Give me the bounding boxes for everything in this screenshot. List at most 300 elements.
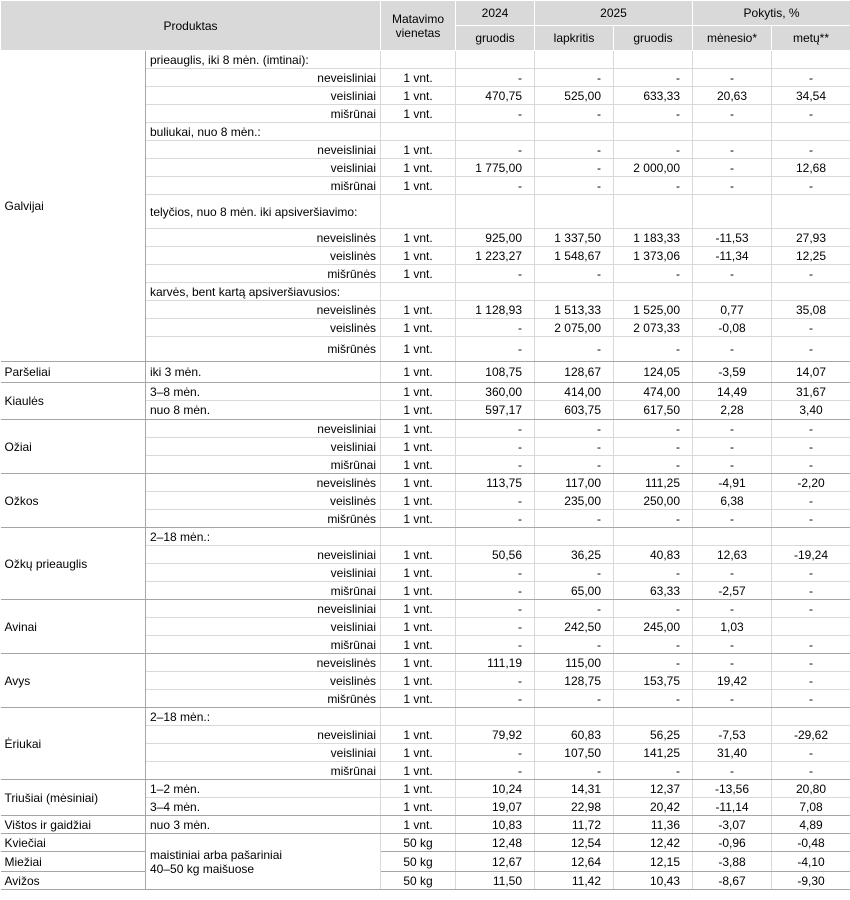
value-2025-lapkritis: 22,98	[535, 798, 614, 816]
value-2025-lapkritis: -	[535, 105, 614, 123]
value-2025-gruodis: 633,33	[614, 87, 693, 105]
row-label: neveisliniai	[146, 546, 381, 564]
value-2025-lapkritis: 36,25	[535, 546, 614, 564]
change-monthly: -2,57	[693, 582, 772, 600]
value-2025-gruodis: 63,33	[614, 582, 693, 600]
value-2024-gruodis: 1 223,27	[456, 247, 535, 265]
row-unit: 1 vnt.	[381, 798, 456, 816]
value-2025-gruodis: -	[614, 177, 693, 195]
value-2025-gruodis	[614, 123, 693, 141]
value-2025-gruodis: -	[614, 690, 693, 708]
table-row	[1, 872, 850, 890]
value-2024-gruodis: -	[456, 69, 535, 87]
change-yearly	[772, 708, 850, 726]
change-monthly: 1,03	[693, 618, 772, 636]
value-2025-lapkritis: 128,75	[535, 672, 614, 690]
change-yearly	[772, 528, 850, 546]
value-2025-gruodis: -	[614, 564, 693, 582]
value-2025-lapkritis: -	[535, 510, 614, 528]
row-label: 3–4 mėn.	[146, 798, 381, 816]
change-monthly: -	[693, 690, 772, 708]
change-monthly: -7,53	[693, 726, 772, 744]
change-monthly: -11,14	[693, 798, 772, 816]
value-2024-gruodis	[456, 195, 535, 229]
change-yearly	[772, 618, 850, 636]
row-unit: 1 vnt.	[381, 229, 456, 247]
grain-name: Kviečiai	[1, 834, 146, 852]
value-2025-gruodis: -	[614, 337, 693, 362]
change-monthly: -3,07	[693, 816, 772, 834]
value-2024-gruodis: -	[456, 618, 535, 636]
value-2025-lapkritis: 414,00	[535, 383, 614, 401]
row-unit: 1 vnt.	[381, 177, 456, 195]
value-2025-gruodis: 1 525,00	[614, 301, 693, 319]
value-2025-lapkritis: -	[535, 762, 614, 780]
header-change-yearly: metų**	[772, 26, 850, 51]
change-yearly: -	[772, 337, 850, 362]
value-2025-lapkritis: -	[535, 690, 614, 708]
change-monthly: -	[693, 600, 772, 618]
value-2025-lapkritis: -	[535, 438, 614, 456]
value-2025-gruodis: 1 373,06	[614, 247, 693, 265]
value-2025-lapkritis	[535, 528, 614, 546]
change-monthly	[693, 123, 772, 141]
row-label: neveisliniai	[146, 600, 381, 618]
header-unit-line2: vienetas	[395, 25, 441, 40]
table-row	[1, 383, 850, 401]
change-monthly: -	[693, 456, 772, 474]
change-monthly: -11,34	[693, 247, 772, 265]
change-yearly: -	[772, 438, 850, 456]
value-2025-lapkritis: -	[535, 600, 614, 618]
row-label: karvės, bent kartą apsiveršiavusios:	[146, 283, 381, 301]
value-2025-lapkritis	[535, 51, 614, 69]
value-2024-gruodis: -	[456, 744, 535, 762]
change-monthly: 2,28	[693, 401, 772, 420]
value-2025-gruodis: 1 183,33	[614, 229, 693, 247]
value-2025-lapkritis: 107,50	[535, 744, 614, 762]
row-label: buliukai, nuo 8 mėn.:	[146, 123, 381, 141]
value-2025-gruodis: -	[614, 600, 693, 618]
change-yearly: -	[772, 744, 850, 762]
row-label: prieauglis, iki 8 mėn. (imtinai):	[146, 51, 381, 69]
change-monthly: -3,88	[693, 852, 772, 872]
row-unit: 1 vnt.	[381, 672, 456, 690]
row-label: veisliniai	[146, 87, 381, 105]
value-2025-lapkritis: 12,64	[535, 852, 614, 872]
value-2024-gruodis: 108,75	[456, 362, 535, 383]
row-unit	[381, 195, 456, 229]
change-monthly: 14,49	[693, 383, 772, 401]
change-monthly: 20,63	[693, 87, 772, 105]
value-2024-gruodis: -	[456, 582, 535, 600]
group-name: Ožkų prieauglis	[1, 528, 146, 600]
change-yearly: -	[772, 636, 850, 654]
row-unit: 50 kg	[381, 834, 456, 852]
value-2025-gruodis: 56,25	[614, 726, 693, 744]
row-label: 2–18 mėn.:	[146, 708, 381, 726]
table-row	[1, 708, 850, 726]
value-2024-gruodis: 19,07	[456, 798, 535, 816]
group-name: Ožiai	[1, 420, 146, 474]
group-name: Paršeliai	[1, 362, 146, 383]
value-2025-gruodis: 617,50	[614, 401, 693, 420]
row-label: veisliniai	[146, 159, 381, 177]
value-2025-lapkritis: -	[535, 337, 614, 362]
value-2024-gruodis: -	[456, 510, 535, 528]
value-2024-gruodis: 10,83	[456, 816, 535, 834]
change-monthly: -13,56	[693, 780, 772, 798]
change-yearly: 3,40	[772, 401, 850, 420]
change-yearly: -	[772, 141, 850, 159]
value-2025-lapkritis: 1 548,67	[535, 247, 614, 265]
row-label: nuo 8 mėn.	[146, 401, 381, 420]
row-unit	[381, 283, 456, 301]
value-2025-lapkritis: -	[535, 69, 614, 87]
change-monthly: 31,40	[693, 744, 772, 762]
row-label: mišrūnės	[146, 690, 381, 708]
value-2025-gruodis	[614, 283, 693, 301]
value-2025-lapkritis: 603,75	[535, 401, 614, 420]
value-2025-gruodis: -	[614, 510, 693, 528]
change-monthly: 19,42	[693, 672, 772, 690]
change-monthly: -	[693, 636, 772, 654]
value-2024-gruodis: -	[456, 177, 535, 195]
row-unit: 1 vnt.	[381, 564, 456, 582]
row-label: mišrūnės	[146, 337, 381, 362]
row-unit: 1 vnt.	[381, 654, 456, 672]
change-monthly: -	[693, 105, 772, 123]
row-label: neveislinės	[146, 474, 381, 492]
change-yearly: -	[772, 690, 850, 708]
change-yearly: 12,68	[772, 159, 850, 177]
change-yearly: -29,62	[772, 726, 850, 744]
row-label: mišrūnės	[146, 510, 381, 528]
row-label: iki 3 mėn.	[146, 362, 381, 383]
value-2025-gruodis: -	[614, 141, 693, 159]
change-monthly	[693, 283, 772, 301]
value-2025-gruodis: -	[614, 636, 693, 654]
change-monthly	[693, 708, 772, 726]
row-unit: 1 vnt.	[381, 438, 456, 456]
change-monthly	[693, 195, 772, 229]
row-label: veislinės	[146, 319, 381, 337]
table-row	[1, 834, 850, 852]
row-unit: 1 vnt.	[381, 636, 456, 654]
value-2025-gruodis: -	[614, 69, 693, 87]
value-2024-gruodis	[456, 123, 535, 141]
value-2024-gruodis: 360,00	[456, 383, 535, 401]
value-2024-gruodis: -	[456, 105, 535, 123]
value-2024-gruodis	[456, 708, 535, 726]
row-label: mišrūnai	[146, 762, 381, 780]
value-2025-gruodis	[614, 51, 693, 69]
value-2025-gruodis: 153,75	[614, 672, 693, 690]
row-label: nuo 3 mėn.	[146, 816, 381, 834]
value-2025-gruodis: -	[614, 265, 693, 283]
value-2025-lapkritis: -	[535, 265, 614, 283]
value-2025-lapkritis	[535, 123, 614, 141]
change-monthly: -	[693, 159, 772, 177]
row-unit: 1 vnt.	[381, 762, 456, 780]
group-name: Triušiai (mėsiniai)	[1, 780, 146, 816]
value-2024-gruodis: 113,75	[456, 474, 535, 492]
row-unit: 1 vnt.	[381, 474, 456, 492]
change-monthly	[693, 528, 772, 546]
row-label: neveislinės	[146, 229, 381, 247]
row-unit: 1 vnt.	[381, 492, 456, 510]
value-2024-gruodis: -	[456, 337, 535, 362]
value-2025-gruodis: 20,42	[614, 798, 693, 816]
value-2025-lapkritis: 242,50	[535, 618, 614, 636]
value-2025-lapkritis: 11,42	[535, 872, 614, 890]
value-2024-gruodis: -	[456, 141, 535, 159]
row-label: 3–8 mėn.	[146, 383, 381, 401]
header-year-2025: 2025	[535, 1, 693, 26]
value-2025-gruodis: 141,25	[614, 744, 693, 762]
row-unit: 1 vnt.	[381, 159, 456, 177]
row-unit: 50 kg	[381, 852, 456, 872]
group-name: Ožkos	[1, 474, 146, 528]
value-2025-gruodis: 2 000,00	[614, 159, 693, 177]
table-row	[1, 852, 850, 872]
row-label: veisliniai	[146, 618, 381, 636]
row-unit: 1 vnt.	[381, 618, 456, 636]
change-monthly: -0,08	[693, 319, 772, 337]
row-unit: 1 vnt.	[381, 510, 456, 528]
group-name: Galvijai	[1, 51, 146, 362]
change-yearly: 34,54	[772, 87, 850, 105]
value-2025-lapkritis: 12,54	[535, 834, 614, 852]
value-2025-lapkritis: 14,31	[535, 780, 614, 798]
change-monthly: -8,67	[693, 872, 772, 890]
table-row	[1, 474, 850, 492]
row-label: neveisliniai	[146, 420, 381, 438]
row-unit: 1 vnt.	[381, 362, 456, 383]
grain-description-line1: maistiniai arba pašariniai	[150, 847, 283, 862]
change-yearly: -	[772, 654, 850, 672]
value-2024-gruodis: -	[456, 438, 535, 456]
change-monthly: -	[693, 337, 772, 362]
change-monthly	[693, 51, 772, 69]
row-unit: 1 vnt.	[381, 401, 456, 420]
table-row	[1, 600, 850, 618]
value-2025-lapkritis: 235,00	[535, 492, 614, 510]
change-yearly: -	[772, 456, 850, 474]
change-yearly: -	[772, 762, 850, 780]
change-yearly: 7,08	[772, 798, 850, 816]
change-yearly	[772, 283, 850, 301]
change-yearly: -	[772, 319, 850, 337]
row-label: veisliniai	[146, 744, 381, 762]
value-2025-gruodis: -	[614, 420, 693, 438]
row-unit	[381, 51, 456, 69]
value-2025-gruodis: 12,15	[614, 852, 693, 872]
change-yearly: -0,48	[772, 834, 850, 852]
value-2025-gruodis	[614, 195, 693, 229]
change-yearly: -	[772, 69, 850, 87]
value-2024-gruodis: -	[456, 600, 535, 618]
row-label: mišrūnai	[146, 582, 381, 600]
value-2024-gruodis: 925,00	[456, 229, 535, 247]
value-2024-gruodis: -	[456, 690, 535, 708]
row-label: neveisliniai	[146, 726, 381, 744]
value-2024-gruodis: 1 775,00	[456, 159, 535, 177]
change-yearly: -4,10	[772, 852, 850, 872]
header-2025-gruodis: gruodis	[614, 26, 693, 51]
change-monthly: -	[693, 654, 772, 672]
row-label: 2–18 mėn.:	[146, 528, 381, 546]
value-2024-gruodis: -	[456, 672, 535, 690]
value-2025-lapkritis: 65,00	[535, 582, 614, 600]
change-yearly: -	[772, 492, 850, 510]
table-row	[1, 420, 850, 438]
value-2025-lapkritis: -	[535, 420, 614, 438]
header-2024-gruodis: gruodis	[456, 26, 535, 51]
row-unit: 1 vnt.	[381, 456, 456, 474]
row-unit: 1 vnt.	[381, 816, 456, 834]
value-2025-gruodis: 111,25	[614, 474, 693, 492]
grain-name: Avižos	[1, 872, 146, 890]
value-2025-lapkritis	[535, 195, 614, 229]
value-2024-gruodis	[456, 528, 535, 546]
change-monthly: -	[693, 141, 772, 159]
row-unit: 1 vnt.	[381, 600, 456, 618]
row-unit: 1 vnt.	[381, 319, 456, 337]
row-label: mišrūnės	[146, 265, 381, 283]
value-2024-gruodis: 111,19	[456, 654, 535, 672]
change-yearly: -	[772, 600, 850, 618]
value-2025-lapkritis: 1 513,33	[535, 301, 614, 319]
header-unit-line1: Matavimo	[391, 11, 444, 26]
row-label: veislinės	[146, 247, 381, 265]
row-label: 1–2 mėn.	[146, 780, 381, 798]
row-unit: 1 vnt.	[381, 420, 456, 438]
change-yearly: -	[772, 420, 850, 438]
value-2025-lapkritis: -	[535, 564, 614, 582]
row-label: mišrūnai	[146, 456, 381, 474]
change-yearly: -	[772, 105, 850, 123]
row-unit: 50 kg	[381, 872, 456, 890]
value-2024-gruodis: -	[456, 456, 535, 474]
value-2024-gruodis: 597,17	[456, 401, 535, 420]
value-2025-gruodis: -	[614, 654, 693, 672]
row-unit	[381, 708, 456, 726]
value-2025-lapkritis: -	[535, 141, 614, 159]
header-change-monthly: mėnesio*	[693, 26, 772, 51]
row-label: neveislinės	[146, 301, 381, 319]
change-monthly: -	[693, 510, 772, 528]
value-2024-gruodis: 10,24	[456, 780, 535, 798]
row-label: neveislinės	[146, 654, 381, 672]
value-2025-gruodis: 245,00	[614, 618, 693, 636]
change-yearly: 20,80	[772, 780, 850, 798]
value-2024-gruodis: -	[456, 319, 535, 337]
row-unit	[381, 123, 456, 141]
change-yearly: 35,08	[772, 301, 850, 319]
change-monthly: -	[693, 762, 772, 780]
row-unit: 1 vnt.	[381, 780, 456, 798]
group-name: Ėriukai	[1, 708, 146, 780]
group-name: Kiaulės	[1, 383, 146, 420]
row-unit: 1 vnt.	[381, 265, 456, 283]
change-monthly: -	[693, 564, 772, 582]
row-unit: 1 vnt.	[381, 546, 456, 564]
change-yearly: -	[772, 177, 850, 195]
group-name: Avys	[1, 654, 146, 708]
value-2024-gruodis: 12,48	[456, 834, 535, 852]
table-row	[1, 816, 850, 834]
value-2024-gruodis: 470,75	[456, 87, 535, 105]
table-row	[1, 780, 850, 798]
row-unit: 1 vnt.	[381, 247, 456, 265]
header-unit	[381, 1, 456, 51]
change-yearly: -	[772, 672, 850, 690]
value-2025-lapkritis: 60,83	[535, 726, 614, 744]
change-yearly: -9,30	[772, 872, 850, 890]
value-2024-gruodis: 12,67	[456, 852, 535, 872]
change-yearly: -19,24	[772, 546, 850, 564]
row-unit: 1 vnt.	[381, 383, 456, 401]
change-monthly: 6,38	[693, 492, 772, 510]
value-2025-lapkritis: 117,00	[535, 474, 614, 492]
value-2025-lapkritis: 1 337,50	[535, 229, 614, 247]
grain-name: Miežiai	[1, 852, 146, 872]
value-2025-gruodis: 12,42	[614, 834, 693, 852]
row-label: telyčios, nuo 8 mėn. iki apsiveršiavimo:	[146, 195, 381, 229]
value-2025-lapkritis: -	[535, 456, 614, 474]
change-yearly: -2,20	[772, 474, 850, 492]
row-label: veislinės	[146, 492, 381, 510]
value-2024-gruodis: -	[456, 420, 535, 438]
row-label: veisliniai	[146, 564, 381, 582]
table-body	[1, 51, 850, 890]
value-2025-gruodis: 250,00	[614, 492, 693, 510]
row-label: veislinės	[146, 672, 381, 690]
value-2024-gruodis	[456, 51, 535, 69]
value-2024-gruodis: 50,56	[456, 546, 535, 564]
change-monthly: 12,63	[693, 546, 772, 564]
change-monthly: -3,59	[693, 362, 772, 383]
value-2025-lapkritis: -	[535, 636, 614, 654]
row-unit: 1 vnt.	[381, 726, 456, 744]
group-name: Avinai	[1, 600, 146, 654]
change-yearly: 27,93	[772, 229, 850, 247]
value-2025-gruodis: 2 073,33	[614, 319, 693, 337]
value-2025-gruodis: 12,37	[614, 780, 693, 798]
change-yearly	[772, 51, 850, 69]
change-monthly: 0,77	[693, 301, 772, 319]
value-2025-gruodis: 11,36	[614, 816, 693, 834]
change-yearly: 31,67	[772, 383, 850, 401]
table-row	[1, 528, 850, 546]
row-unit: 1 vnt.	[381, 141, 456, 159]
change-monthly: -	[693, 69, 772, 87]
row-unit: 1 vnt.	[381, 105, 456, 123]
change-monthly: -	[693, 177, 772, 195]
change-yearly: -	[772, 564, 850, 582]
change-monthly: -	[693, 265, 772, 283]
value-2025-lapkritis: -	[535, 177, 614, 195]
row-label: mišrūnai	[146, 177, 381, 195]
change-yearly: -	[772, 582, 850, 600]
value-2024-gruodis: -	[456, 265, 535, 283]
value-2025-gruodis: 10,43	[614, 872, 693, 890]
value-2025-lapkritis: 128,67	[535, 362, 614, 383]
value-2025-lapkritis: 11,72	[535, 816, 614, 834]
change-monthly: -	[693, 438, 772, 456]
change-yearly: 14,07	[772, 362, 850, 383]
